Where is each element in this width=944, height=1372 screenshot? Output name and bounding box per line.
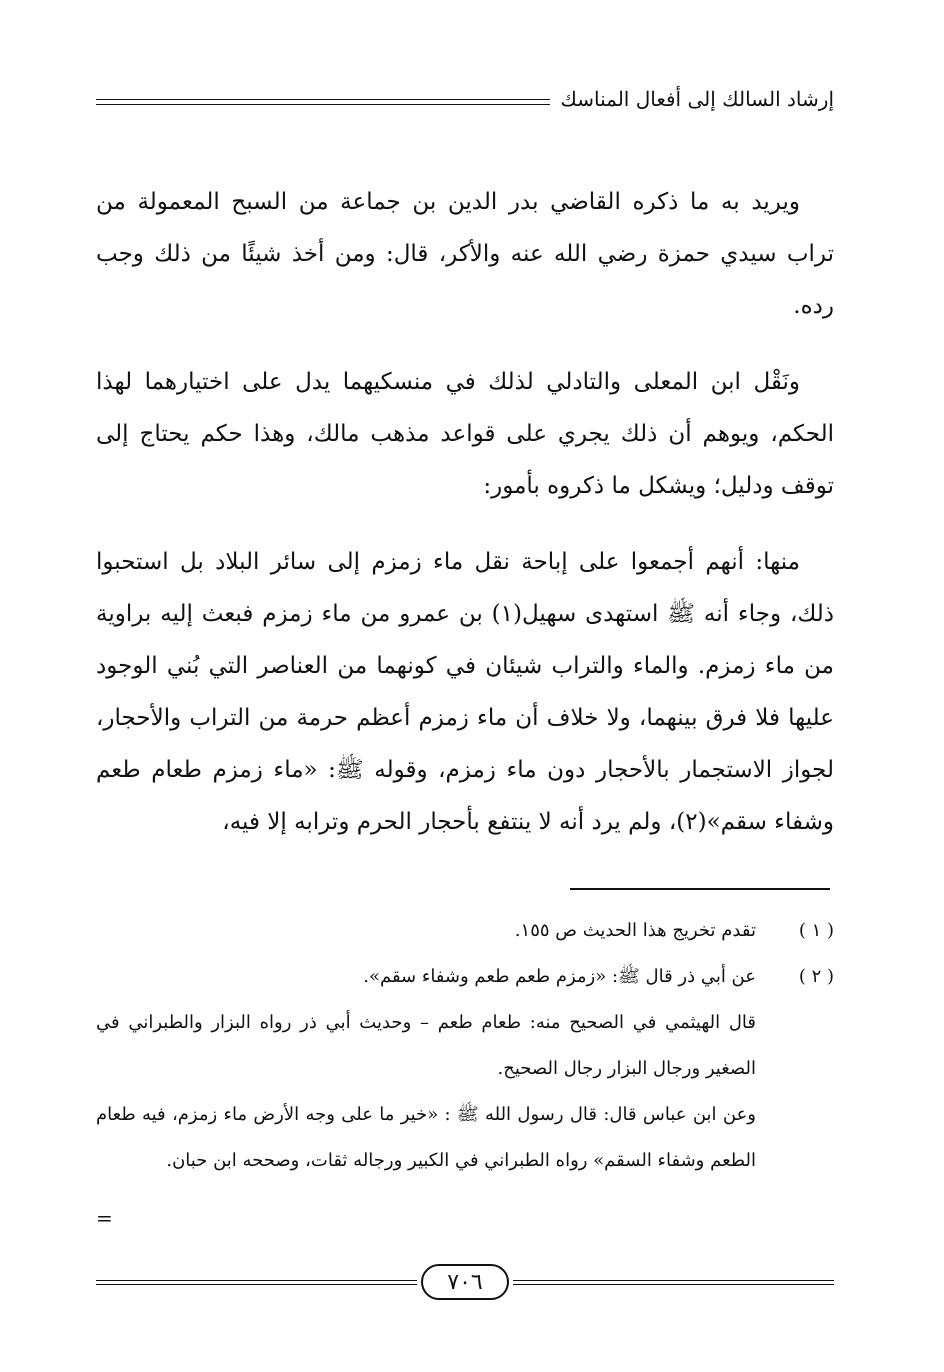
footnote-separator [570,888,830,890]
footnote-text: قال الهيثمي في الصحيح منه: طعام طعم – وحديث أبي ذر رواه البزار والطبراني في الصغير ورجال البزار رجال الصحيح. [96,1012,756,1079]
page-footer [96,1262,834,1302]
page-number: ٧٠٦ [421,1264,509,1300]
footnote-2-continued [96,1000,834,1184]
paragraph-1: ويريد به ما ذكره القاضي بدر الدين بن جماعة من السبح المعمولة من تراب سيدي حمزة رضي الله عنه والأكر، قال: ومن أخذ شيئًا من ذلك وجب رده. [96,189,834,319]
paragraph-3: منها: أنهم أجمعوا على إباحة نقل ماء زمزم إلى سائر البلاد بل استحبوا ذلك، وجاء أنه ﷺ استهدى سهيل(١) بن عمرو من ماء زمزم فبعث إليه براوية من ماء زمزم. والماء والتراب شيئان في كونهما من العناصر التي بُني الوجود عليها فلا فرق بينهما، ولا خلاف أن ماء زمزم أعظم حرمة من التراب والأحجار، لجواز الاستجمار بالأحجار دون ماء زمزم، وقوله ﷺ: «ماء زمزم طعام طعم وشفاء سقم»(٢)، ولم يرد أنه لا ينتفع بأحجار الحرم وترابه إلا فيه، [96,549,834,835]
footer-rule-left [96,1280,417,1285]
footnote-1 [96,908,834,954]
footnotes [96,908,834,1184]
footnote-text: وعن ابن عباس قال: قال رسول الله ﷺ : «خير ما على وجه الأرض ماء زمزم، فيه طعام الطعم وشفاء السقم» رواه الطبراني في الكبير ورجاله ثقات، وصححه ابن حبان. [96,1104,756,1171]
footnote-text: عن أبي ذر قال ﷺ: «زمزم طعم طعم وشفاء سقم». [363,966,756,987]
running-header [96,84,834,114]
footnote-2 [96,954,834,1000]
header-rule [96,99,550,105]
header-title: إرشاد السالك إلى أفعال المناسك [560,87,834,111]
footer-rule-right [513,1280,834,1285]
continuation-mark: = [96,1206,113,1230]
main-text [96,176,834,848]
footnote-number: ( ١ ) [798,920,834,941]
paragraph-2: ونَقْل ابن المعلى والتادلي لذلك في منسكيهما يدل على اختيارهما لهذا الحكم، ويوهم أن ذلك يجري على قواعد مذهب مالك، وهذا حكم يحتاج إلى توقف ودليل؛ ويشكل ما ذكروه بأمور: [96,369,834,499]
footnote-text: تقدم تخريج هذا الحديث ص ١٥٥. [514,920,756,941]
footnote-number: ( ٢ ) [798,966,834,987]
